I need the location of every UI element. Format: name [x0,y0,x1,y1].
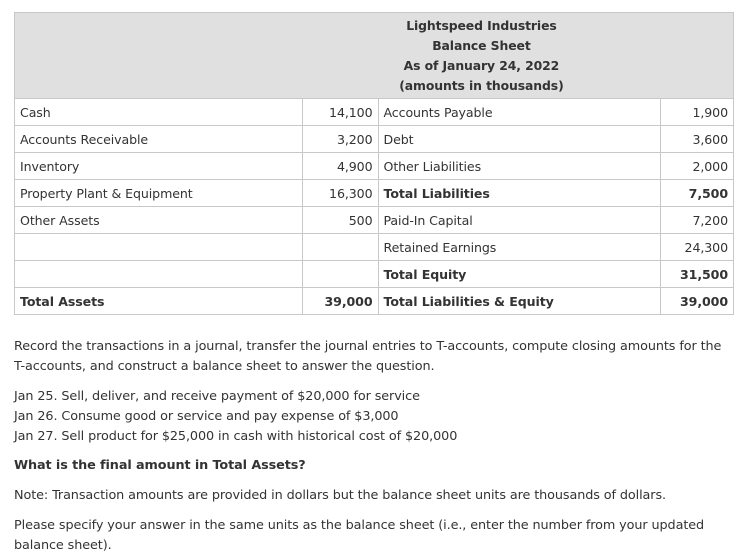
asset-label: Cash [15,99,303,126]
equity-label: Retained Earnings [378,234,660,261]
total-liabilities-equity-label: Total Liabilities & Equity [378,288,660,315]
table-row [15,99,734,126]
liability-label: Other Liabilities [378,153,660,180]
liability-value: 2,000 [660,153,733,180]
equity-value: 24,300 [660,234,733,261]
total-equity-value: 31,500 [660,261,733,288]
asset-value: 16,300 [303,180,378,207]
asset-value: 14,100 [303,99,378,126]
total-equity-label: Total Equity [378,261,660,288]
header-empty-cell [660,13,733,99]
balance-sheet-header [303,13,660,99]
balance-sheet-header-row [15,13,734,99]
table-row [15,180,734,207]
liability-label: Debt [378,126,660,153]
instructions-text: Record the transactions in a journal, transfer the journal entries to T-accounts, compute closing amounts for the T-accounts, and construct a balance sheet to answer the question. [14,339,722,374]
liability-value: 1,900 [660,99,733,126]
equity-label: Paid-In Capital [378,207,660,234]
statement-units: (amounts in thousands) [399,77,564,93]
header-empty-cell [15,13,303,99]
table-row [15,153,734,180]
liability-label: Accounts Payable [378,99,660,126]
asset-label [15,234,303,261]
equity-value: 7,200 [660,207,733,234]
statement-date: As of January 24, 2022 [403,57,560,73]
liability-value: 3,600 [660,126,733,153]
table-row [15,261,734,288]
table-row [15,288,734,315]
transaction-item: Jan 25. Sell, deliver, and receive payment of $20,000 for service [14,389,420,404]
table-row [15,126,734,153]
total-liabilities-label: Total Liabilities [378,180,660,207]
asset-label: Inventory [15,153,303,180]
table-row [15,234,734,261]
specify-units-text: Please specify your answer in the same units as the balance sheet (i.e., enter the number from your updated balance sheet). [14,518,705,553]
question-text: What is the final amount in Total Assets? [14,458,306,473]
transaction-item: Jan 26. Consume good or service and pay expense of $3,000 [14,409,399,424]
asset-value [303,234,378,261]
note-text: Note: Transaction amounts are provided in dollars but the balance sheet units are thousands of dollars. [14,488,666,503]
total-assets-label: Total Assets [15,288,303,315]
asset-label: Property Plant & Equipment [15,180,303,207]
asset-value: 4,900 [303,153,378,180]
transaction-item: Jan 27. Sell product for $25,000 in cash with historical cost of $20,000 [14,429,458,444]
transactions-list [14,387,730,447]
total-liabilities-equity-value: 39,000 [660,288,733,315]
balance-sheet-table [14,12,734,315]
total-liabilities-value: 7,500 [660,180,733,207]
asset-value: 500 [303,207,378,234]
asset-label: Other Assets [15,207,303,234]
asset-label: Accounts Receivable [15,126,303,153]
asset-label [15,261,303,288]
asset-value [303,261,378,288]
table-row [15,207,734,234]
asset-value: 3,200 [303,126,378,153]
statement-title: Balance Sheet [432,37,531,53]
company-name: Lightspeed Industries [406,17,557,33]
total-assets-value: 39,000 [303,288,378,315]
